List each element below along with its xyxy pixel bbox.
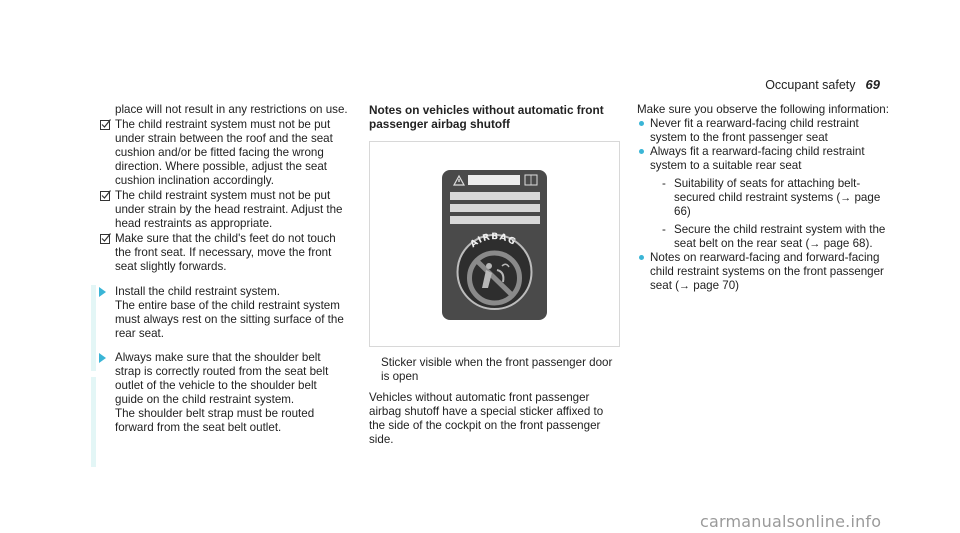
- reference-arrow-icon: →: [840, 192, 852, 204]
- check-item: [100, 118, 348, 188]
- page-header: [765, 77, 880, 92]
- bullet-icon: [639, 255, 644, 260]
- page-reference-link[interactable]: page 66: [674, 191, 881, 218]
- column-middle: [369, 103, 621, 447]
- check-item-text: The child restraint system must not be put under strain between the roof and the seat cushion and/or be fitted facing the wrong direction. Where possible, adjust the seat cushion inclination accordingly.: [115, 118, 333, 187]
- list-item-text: Notes on rearward-facing and forward-facing child restraint systems on the front passenger seat: [650, 251, 884, 292]
- body-paragraph: Vehicles without automatic front passenger airbag shutoff have a special sticker affixed to the side of the cockpit on the front passenger side.: [369, 391, 604, 446]
- page-reference-link[interactable]: page 70: [693, 279, 736, 292]
- list-item-text: Always fit a rearward-facing child restraint system to a suitable rear seat: [650, 145, 865, 172]
- list-item-text: Never fit a rearward-facing child restraint system to the front passenger seat: [650, 117, 859, 144]
- list-item: Notes on rearward-facing and forward-facing child restraint systems on the front passenger seat (→ page 70): [637, 251, 891, 293]
- check-item-text: The child restraint system must not be put under strain by the head restraint. Adjust the head restraints as appropriate.: [115, 189, 343, 230]
- column-left: [100, 103, 348, 435]
- checkbox-icon: [100, 233, 111, 244]
- reference-arrow-icon: →: [679, 280, 691, 292]
- sub-item-text: Suitability of seats for attaching belt-secured child restraint systems: [674, 177, 861, 204]
- dash-icon: -: [662, 177, 666, 190]
- instruction-step: [100, 351, 348, 435]
- step-arrow-icon: [99, 353, 106, 363]
- airbag-sticker-image: [370, 142, 619, 346]
- step-arrow-icon: [99, 287, 106, 297]
- step-text: Always make sure that the shoulder belt strap is correctly routed from the seat belt outlet of the vehicle to the shoulder belt guide on the child restraint system. The shoulder belt strap must be routed forward from the seat belt outlet.: [115, 351, 329, 434]
- checkbox-icon: [100, 190, 111, 201]
- page-reference-link[interactable]: page 68: [823, 237, 866, 250]
- reference-arrow-icon: →: [809, 238, 821, 250]
- column-right: [637, 103, 891, 293]
- sub-list-item: - Secure the child restraint system with the seat belt on the rear seat (→ page 68).: [662, 223, 886, 250]
- sub-item-text: Secure the child restraint system with the seat belt on the rear seat: [674, 223, 886, 250]
- watermark: carmanualsonline.info: [700, 512, 882, 531]
- page-number: 69: [865, 77, 880, 92]
- section-title: Occupant safety: [765, 78, 856, 92]
- check-item: [100, 189, 348, 231]
- list-item: [637, 145, 891, 251]
- instruction-step: [100, 285, 348, 341]
- intro-text: Make sure you observe the following information:: [637, 103, 889, 116]
- check-item-text: Make sure that the child's feet do not touch the front seat. If necessary, move the front seat slightly forwards.: [115, 232, 336, 273]
- instruction-steps: [100, 285, 348, 435]
- step-bar: [91, 377, 96, 467]
- bullet-list: [637, 117, 891, 293]
- sticker-label: AIRBAG: [468, 232, 518, 251]
- sticker-figure: [369, 141, 620, 347]
- dash-icon: -: [662, 223, 666, 236]
- list-item: [637, 117, 891, 145]
- bullet-icon: [639, 121, 644, 126]
- step-text: Install the child restraint system. The entire base of the child restraint system must always rest on the sitting surface of the rear seat.: [115, 285, 344, 340]
- check-item: [100, 232, 348, 274]
- section-heading: Notes on vehicles without automatic front passenger airbag shutoff: [369, 103, 604, 131]
- intro-continuation: place will not result in any restrictions on use.: [115, 103, 348, 116]
- step-bar: [91, 285, 96, 371]
- bullet-icon: [639, 149, 644, 154]
- figure-caption: Sticker visible when the front passenger door is open: [381, 356, 613, 383]
- checkbox-icon: [100, 119, 111, 130]
- sub-list-item: - Suitability of seats for attaching belt-secured child restraint systems (→ page 66): [662, 177, 881, 218]
